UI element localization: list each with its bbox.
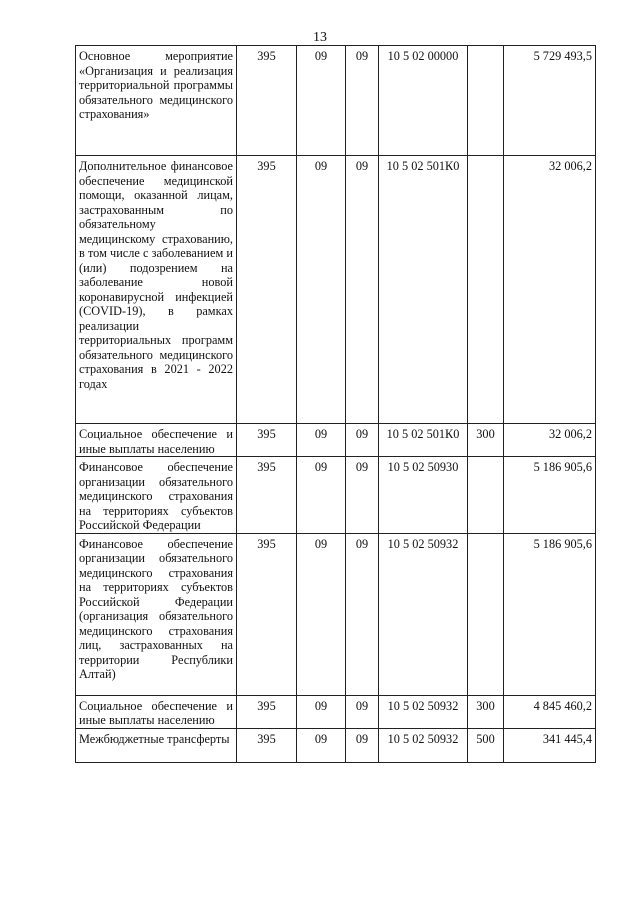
budget-table (75, 45, 596, 763)
row-name: Межбюджетные трансферты (76, 728, 237, 762)
row-name: Дополнительное финансовое обеспечение медицинской помощи, оказанной лицам, застрахованным по обязательному медицинскому страхованию, в том числе с заболеванием и (или) подозрением на заболевание новой коронавирусной инфекцией (COVID-19), в рамках реализации территориальных программ обязательного медицинского страхования в 2021 - 2022 годах (76, 156, 237, 424)
row-ministry: 395 (237, 695, 297, 728)
row-section: 09 (297, 533, 346, 695)
row-section: 09 (297, 46, 346, 156)
row-subsection: 09 (346, 46, 379, 156)
row-subsection: 09 (346, 728, 379, 762)
row-target: 10 5 02 50930 (379, 457, 468, 534)
row-expense-type (468, 156, 504, 424)
row-amount: 32 006,2 (504, 156, 596, 424)
row-amount: 5 186 905,6 (504, 533, 596, 695)
row-expense-type (468, 46, 504, 156)
table-row (76, 156, 596, 424)
row-ministry: 395 (237, 156, 297, 424)
row-target: 10 5 02 50932 (379, 728, 468, 762)
row-subsection: 09 (346, 156, 379, 424)
row-section: 09 (297, 156, 346, 424)
row-subsection: 09 (346, 424, 379, 457)
row-target: 10 5 02 50932 (379, 533, 468, 695)
row-amount: 5 729 493,5 (504, 46, 596, 156)
table-row (76, 695, 596, 728)
row-target: 10 5 02 501К0 (379, 156, 468, 424)
table-row (76, 728, 596, 762)
row-expense-type: 300 (468, 695, 504, 728)
row-amount: 32 006,2 (504, 424, 596, 457)
row-name: Социальное обеспечение и иные выплаты населению (76, 424, 237, 457)
row-amount: 341 445,4 (504, 728, 596, 762)
row-ministry: 395 (237, 46, 297, 156)
row-expense-type: 300 (468, 424, 504, 457)
row-target: 10 5 02 501К0 (379, 424, 468, 457)
row-name: Социальное обеспечение и иные выплаты населению (76, 695, 237, 728)
row-ministry: 395 (237, 533, 297, 695)
row-section: 09 (297, 728, 346, 762)
row-ministry: 395 (237, 728, 297, 762)
table-row (76, 424, 596, 457)
row-target: 10 5 02 00000 (379, 46, 468, 156)
row-target: 10 5 02 50932 (379, 695, 468, 728)
row-name: Финансовое обеспечение организации обязательного медицинского страхования на территориях субъектов Российской Федерации (76, 457, 237, 534)
row-name: Финансовое обеспечение организации обязательного медицинского страхования на территориях субъектов Российской Федерации (организация обязательного медицинского страхования лиц, застрахованных на территории Республики Алтай) (76, 533, 237, 695)
row-name: Основное мероприятие «Организация и реализация территориальной программы обязательного медицинского страхования» (76, 46, 237, 156)
row-expense-type (468, 457, 504, 534)
row-ministry: 395 (237, 457, 297, 534)
row-expense-type (468, 533, 504, 695)
row-section: 09 (297, 457, 346, 534)
row-expense-type: 500 (468, 728, 504, 762)
row-section: 09 (297, 695, 346, 728)
row-amount: 4 845 460,2 (504, 695, 596, 728)
page-number: 13 (313, 30, 327, 45)
table-row (76, 457, 596, 534)
row-subsection: 09 (346, 533, 379, 695)
table-row (76, 533, 596, 695)
row-ministry: 395 (237, 424, 297, 457)
row-subsection: 09 (346, 457, 379, 534)
row-subsection: 09 (346, 695, 379, 728)
row-amount: 5 186 905,6 (504, 457, 596, 534)
table-row (76, 46, 596, 156)
row-section: 09 (297, 424, 346, 457)
